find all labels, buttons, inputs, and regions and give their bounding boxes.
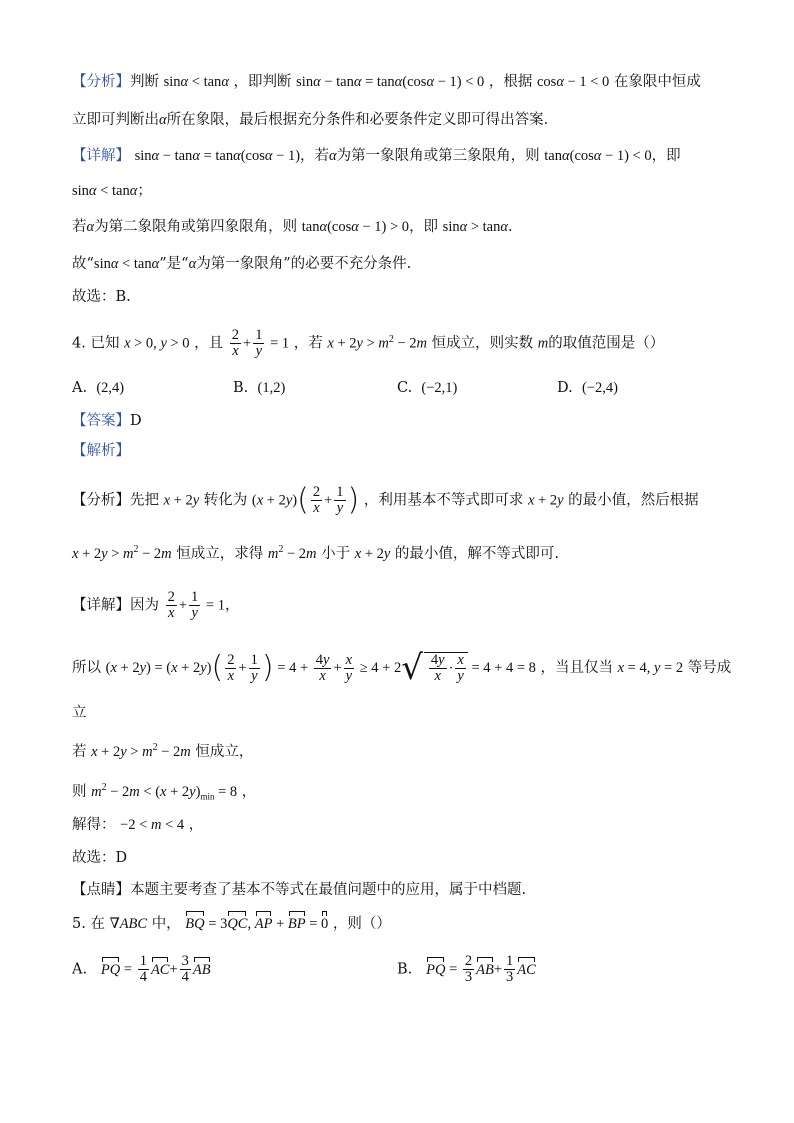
q4-comment: 【点睛】本题主要考查了基本不等式在最值问题中的应用，属于中档题. <box>72 882 527 898</box>
q3-choice: 故选：B. <box>72 289 131 305</box>
q4-detail-line5: 则 $m^2 - 2m < (x + 2y)_{min} = 8$ ， <box>72 782 257 802</box>
q4-analysis-line1: 【分析】先把 x + 2y 转化为 (x + 2y)( $\frac{2}{x}$ + $\frac{1}{y}$ ) ，利用基本不等式即可求 x + 2y 的最小值，然后根据 <box>72 482 699 518</box>
analysis-tag: 【分析】 <box>72 492 130 509</box>
analysis-tag: 【分析】 <box>72 74 130 90</box>
q5-stem: 5. 在 ∇ABC 中， BQ = 3QC, AP + BP = 0 ，则（） <box>72 916 391 932</box>
q4-analysis-line2: $x + 2y > m^2 - 2m$ 恒成立，求得 $m^2 - 2m$ 小于 x + 2y 的最小值，解不等式即可. <box>72 544 560 562</box>
q4-stem: 4. 已知 x > 0, y > 0 ，且 $\frac{2}{x}$ + $\frac{1}{y}$ = 1 ，若 $x + 2y > m^2 - 2m$ 恒成立，则实数 m的取值范围是（） <box>72 327 665 360</box>
q4-answer: 【答案】D <box>72 413 142 429</box>
option-a[interactable]: A. (2,4) <box>72 380 125 396</box>
q4-detail-line6: 解得： −2 < m < 4 ， <box>72 817 204 833</box>
comment-tag: 【点睛】 <box>72 882 130 898</box>
q3-analysis-line1: 【分析】判断 sinα < tanα ，即判断 sinα − tanα = tanα(cosα − 1) < 0 ，根据 cosα − 1 < 0 在象限中恒成 <box>72 74 701 90</box>
q4-choice: 故选：D <box>72 850 128 866</box>
option-d[interactable]: D. (−2,4) <box>557 380 618 396</box>
option-b[interactable]: B. (1,2) <box>233 380 286 396</box>
q3-detail-line3: 若α为第二象限角或第四象限角，则 tanα(cosα − 1) > 0，即 sinα > tanα. <box>72 219 513 235</box>
q4-detail-line4: 若 $x + 2y > m^2 - 2m$ 恒成立， <box>72 742 254 760</box>
detail-tag: 【详解】 <box>72 597 130 614</box>
jiexi-tag: 【解析】 <box>72 443 130 459</box>
q3-detail-line2: sinα < tanα； <box>72 183 152 199</box>
q4-jiexi <box>72 441 130 461</box>
answer-tag: 【答案】 <box>72 413 130 429</box>
q3-conclusion: 故“sinα < tanα”是“α为第一象限角”的必要不充分条件. <box>72 256 412 272</box>
q4-detail-line1: 【详解】因为 $\frac{2}{x}$ + $\frac{1}{y}$ = 1， <box>72 589 240 622</box>
q4-detail-line3: 立 <box>72 705 87 721</box>
q3-detail-line1: 【详解】 sinα − tanα = tanα(cosα − 1)，若α为第一象限角或第三象限角，则 tanα(cosα − 1) < 0，即 <box>72 148 681 164</box>
q3-analysis-line2: 立即可判断出α所在象限，最后根据充分条件和必要条件定义即可得出答案. <box>72 112 549 128</box>
detail-tag: 【详解】 <box>72 148 130 164</box>
q4-detail-line2: 所以 (x + 2y) = (x + 2y)( $\frac{2}{x}$ + $\frac{1}{y}$ ) = 4 + $\frac{4y}{x}$ + $\frac{x}{y}$ ≥ 4 + 2√ $\frac{4y}{x}$ · $\frac{x}{y}$ = 4 + 4 = 8 ，当且仅当 x = 4, y = 2 等号成 <box>72 648 732 689</box>
q5-option-b[interactable]: B. PQ = $\frac{2}{3}$ AB+ $\frac{1}{3}$ AC <box>397 953 536 986</box>
q5-option-a[interactable]: A. PQ = $\frac{1}{4}$ AC+ $\frac{3}{4}$ AB <box>72 953 211 986</box>
option-c[interactable]: C. (−2,1) <box>397 380 458 396</box>
